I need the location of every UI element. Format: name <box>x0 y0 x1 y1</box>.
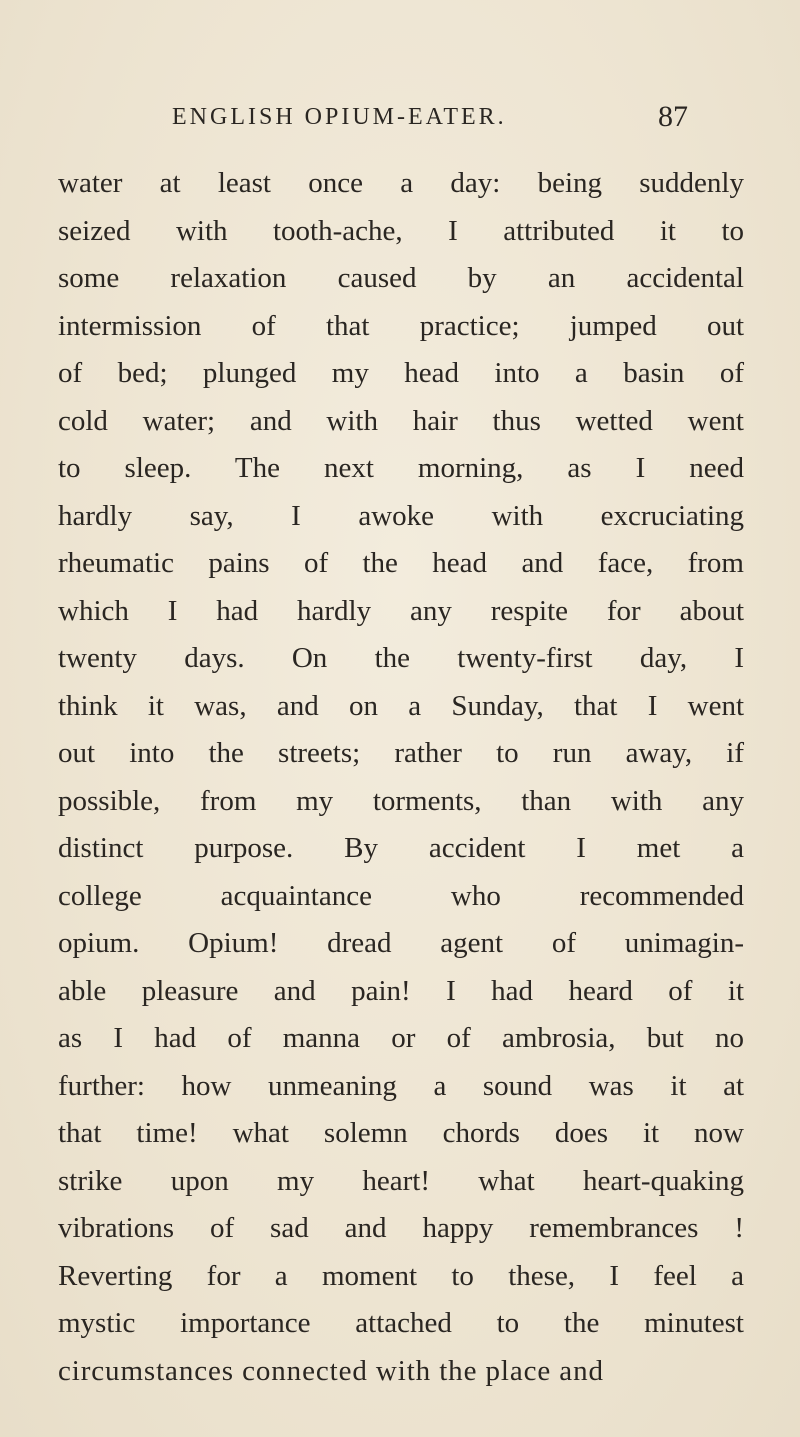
text-line: possible, from my torments, than with any <box>58 784 744 817</box>
text-line: rheumatic pains of the head and face, from <box>58 547 744 579</box>
text-line: circumstances connected with the place and <box>58 1354 604 1387</box>
text-line: think it was, and on a Sunday, that I went <box>58 689 744 722</box>
text-line: opium. Opium! dread agent of unimagin- <box>58 927 744 959</box>
text-line: water at least once a day: being suddenly <box>58 167 744 199</box>
text-line: cold water; and with hair thus wetted went <box>58 404 744 437</box>
text-line: of bed; plunged my head into a basin of <box>58 357 744 389</box>
text-line: strike upon my heart! what heart-quaking <box>58 1164 744 1197</box>
page-number: 87 <box>658 100 688 133</box>
text-line: distinct purpose. By accident I met a <box>58 832 744 864</box>
text-line: college acquaintance who recommended <box>58 879 744 912</box>
text-line: mystic importance attached to the minutest <box>58 1307 744 1339</box>
text-line: further: how unmeaning a sound was it at <box>58 1069 744 1102</box>
body-text <box>58 160 744 1395</box>
text-line: as I had of manna or of ambrosia, but no <box>58 1022 744 1054</box>
running-title: ENGLISH OPIUM-EATER. <box>172 104 507 130</box>
text-line: which I had hardly any respite for about <box>58 594 744 627</box>
text-line: twenty days. On the twenty-first day, I <box>58 642 744 674</box>
running-head <box>172 100 688 140</box>
text-line: that time! what solemn chords does it now <box>58 1117 744 1149</box>
text-line: Reverting for a moment to these, I feel a <box>58 1259 744 1292</box>
text-line: out into the streets; rather to run away, if <box>58 737 744 769</box>
text-line: hardly say, I awoke with excruciating <box>58 499 744 532</box>
text-line: intermission of that practice; jumped out <box>58 309 744 342</box>
text-line: to sleep. The next morning, as I need <box>58 452 744 484</box>
text-line: vibrations of sad and happy remembrances ! <box>58 1212 744 1244</box>
text-line: able pleasure and pain! I had heard of it <box>58 974 744 1007</box>
text-line: seized with tooth-ache, I attributed it to <box>58 214 744 247</box>
text-line: some relaxation caused by an accidental <box>58 262 744 294</box>
